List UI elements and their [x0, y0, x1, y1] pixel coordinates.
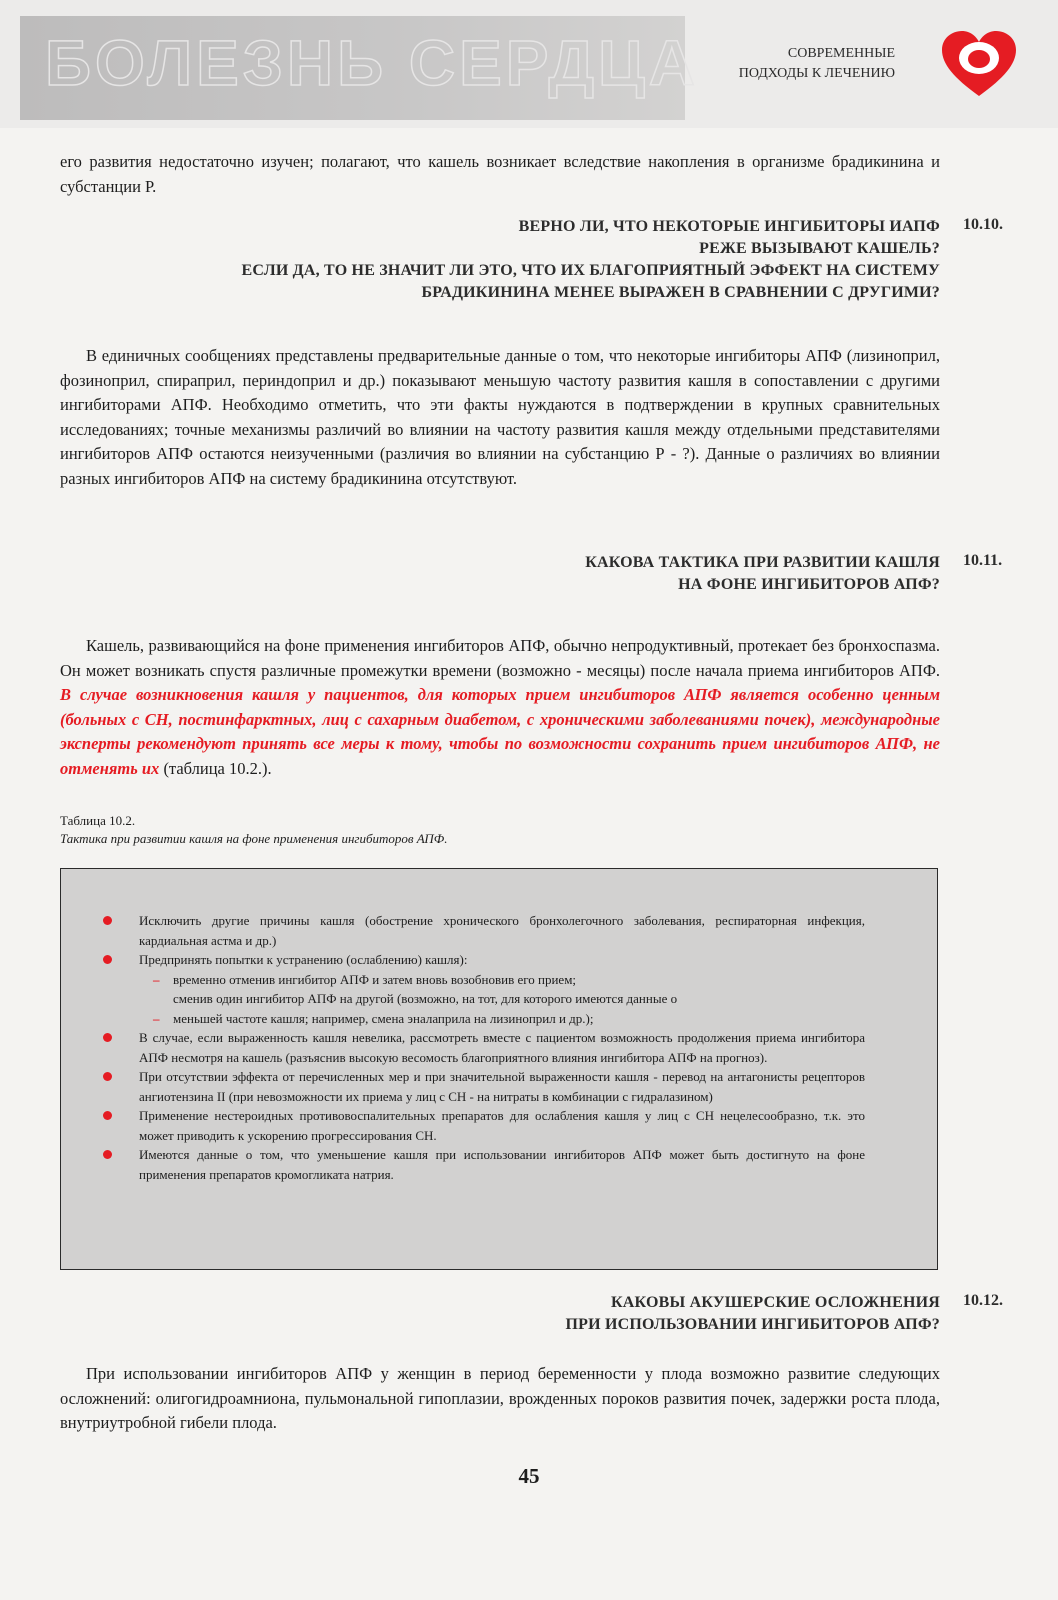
question-line: РЕЖЕ ВЫЗЫВАЮТ КАШЕЛЬ?: [699, 240, 940, 257]
table-title: Тактика при развитии кашля на фоне применения ингибиторов АПФ.: [60, 831, 448, 846]
question-number: 10.12.: [963, 1292, 1003, 1309]
sub-item: – временно отменив ингибитор АПФ и затем вновь возобновив его прием;: [61, 970, 937, 990]
question-10-12: [566, 1292, 940, 1336]
sub-item: сменив один ингибитор АПФ на другой (возможно, на тот, для которого имеются данные о: [173, 991, 678, 1006]
sub-item: – меньшей частоте кашля; например, смена эналаприла на лизиноприл и др.);: [61, 1009, 937, 1029]
list-item: Имеются данные о том, что уменьшение кашля при использовании ингибиторов АПФ может быть достигнуто на фоне применения препаратов кромогликата натрия.: [61, 1145, 937, 1184]
question-line: ПРИ ИСПОЛЬЗОВАНИИ ИНГИБИТОРОВ АПФ?: [565, 1316, 940, 1333]
answer-text: При использовании ингибиторов АПФ у женщин в период беременности у плода возможно развитие следующих осложнений: олигогидроамниона, пульмональной гипоплазии, врожденных пороков развития почек, задержки роста плода, внутриутробной гибели плода.: [60, 1364, 940, 1432]
list-item: Исключить другие причины кашля (обострение хронического бронхолегочного заболевания, респираторная инфекция, кардиальная астма и др.): [61, 911, 937, 950]
question-number: 10.10.: [963, 216, 1003, 233]
header-subtitle-line2: ПОДХОДЫ К ЛЕЧЕНИЮ: [738, 66, 895, 81]
page-header: [0, 0, 1058, 128]
bullet-icon: [103, 916, 112, 925]
list-item: При отсутствии эффекта от перечисленных мер и при значительной выраженности кашля - перевод на антагонисты рецепторов ангиотензина II (при невозможности их приема у лиц с СН - на нитраты в комбинации с гидралазином): [61, 1067, 937, 1106]
bullet-icon: [103, 1150, 112, 1159]
table-label: Таблица 10.2.: [60, 813, 136, 828]
answer-text: Кашель, развивающийся на фоне применения ингибиторов АПФ, обычно непродуктивный, протекает без бронхоспазма. Он может возникать спустя различные промежутки времени (возможно - месяцы) после начала приема ингибиторов АПФ.: [60, 636, 940, 680]
question-10-10: [241, 216, 940, 304]
question-number: 10.11.: [963, 552, 1003, 569]
bullet-icon: [103, 1033, 112, 1042]
header-watermark: БОЛЕЗНЬ СЕРДЦА: [45, 27, 699, 99]
dash-icon: –: [153, 1010, 160, 1026]
table-reference: (таблица 10.2.).: [163, 758, 272, 778]
heart-logo-icon: [940, 30, 1018, 100]
question-line: БРАДИКИНИНА МЕНЕЕ ВЫРАЖЕН В СРАВНЕНИИ С ДРУГИМИ?: [421, 284, 940, 301]
dash-icon: –: [153, 971, 160, 987]
intro-block: [60, 150, 940, 199]
question-line: КАКОВА ТАКТИКА ПРИ РАЗВИТИИ КАШЛЯ: [585, 554, 940, 571]
emphasis-text: В случае возникновения кашля у пациентов, для которых прием ингибиторов АПФ является особенно ценным (больных с СН, постинфарктных, лиц с сахарным диабетом, с хроническими заболеваниями почек), международные эксперты рекомендуют принять все меры к тому, чтобы по возможности сохранить прием ингибиторов АПФ, не отменять их: [60, 685, 940, 778]
intro-paragraph: его развития недостаточно изучен; полагают, что кашель возникает вследствие накопления в организме брадикинина и субстанции Р.: [60, 152, 940, 196]
list-item: В случае, если выраженность кашля невелика, рассмотреть вместе с пациентом возможность продолжения приема ингибитора АПФ несмотря на кашель (разъяснив высокую весомость благоприятного влияния ингибитора АПФ на прогноз).: [61, 1028, 937, 1067]
list-item: Предпринять попытки к устранению (ослаблению) кашля):: [61, 950, 937, 970]
answer-10-10: [60, 344, 940, 491]
header-subtitle: [690, 44, 895, 84]
answer-paragraph: [60, 1362, 940, 1436]
answer-paragraph: [60, 634, 940, 781]
answer-10-11: [60, 634, 940, 781]
question-line: ВЕРНО ЛИ, ЧТО НЕКОТОРЫЕ ИНГИБИТОРЫ ИАПФ: [518, 218, 940, 235]
question-10-11: [585, 552, 940, 596]
bullet-icon: [103, 1072, 112, 1081]
answer-10-12: [60, 1362, 940, 1436]
tactics-table: [60, 868, 938, 1270]
tactics-list: [61, 911, 937, 1184]
bullet-icon: [103, 955, 112, 964]
bullet-icon: [103, 1111, 112, 1120]
table-caption: [60, 812, 940, 848]
question-line: КАКОВЫ АКУШЕРСКИЕ ОСЛОЖНЕНИЯ: [611, 1294, 940, 1311]
answer-text: В единичных сообщениях представлены предварительные данные о том, что некоторые ингибиторы АПФ (лизиноприл, фозиноприл, спираприл, периндоприл и др.) показывают меньшую частоту развития кашля в сопоставлении с другими ингибиторами АПФ. Необходимо отметить, что эти факты нуждаются в подтверждении в крупных сравнительных исследованиях; точные механизмы различий во влиянии на частоту развития кашля между отдельными представителями ингибиторов АПФ остаются неизученными (различия во влиянии на субстанцию Р - ?). Данные о различиях во влиянии разных ингибиторов АПФ на систему брадикинина отсутствуют.: [60, 346, 940, 488]
answer-paragraph: [60, 344, 940, 491]
page-number: 45: [518, 1464, 540, 1488]
question-line: НА ФОНЕ ИНГИБИТОРОВ АПФ?: [678, 576, 940, 593]
question-line: ЕСЛИ ДА, ТО НЕ ЗНАЧИТ ЛИ ЭТО, ЧТО ИХ БЛАГОПРИЯТНЫЙ ЭФФЕКТ НА СИСТЕМУ: [241, 262, 940, 279]
header-subtitle-line1: СОВРЕМЕННЫЕ: [787, 46, 895, 61]
list-item: Применение нестероидных противовоспалительных препаратов для ослабления кашля у лиц с СН нецелесообразно, т.к. это может приводить к ускорению прогрессирования СН.: [61, 1106, 937, 1145]
